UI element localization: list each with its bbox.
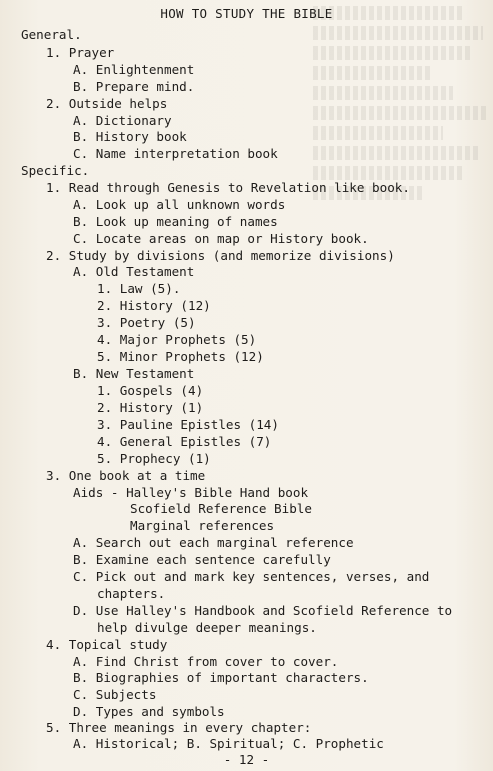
- subitem-examine-sentence: B. Examine each sentence carefully: [73, 552, 331, 567]
- nt-history: 2. History (1): [97, 400, 204, 415]
- show-through-text: [313, 0, 493, 771]
- aids-scofield: Scofield Reference Bible: [130, 501, 312, 516]
- page-number: - 12 -: [223, 752, 270, 767]
- subitem-biographies: B. Biographies of important characters.: [73, 670, 369, 685]
- page-title: HOW TO STUDY THE BIBLE: [160, 6, 333, 21]
- ot-law: 1. Law (5).: [97, 281, 181, 296]
- section-heading-general: General.: [21, 27, 82, 42]
- item-study-divisions: 2. Study by divisions (and memorize divisions): [46, 248, 395, 263]
- subitem-history-book: B. History book: [73, 129, 187, 144]
- item-read-through: 1. Read through Genesis to Revelation like book.: [46, 180, 410, 195]
- item-one-book: 3. One book at a time: [46, 468, 206, 483]
- subitem-find-christ: A. Find Christ from cover to cover.: [73, 654, 339, 669]
- subitem-dictionary: A. Dictionary: [73, 113, 172, 128]
- item-topical-study: 4. Topical study: [46, 637, 168, 652]
- nt-prophecy: 5. Prophecy (1): [97, 451, 211, 466]
- ot-poetry: 3. Poetry (5): [97, 315, 196, 330]
- ot-minor-prophets: 5. Minor Prophets (12): [97, 349, 264, 364]
- subitem-old-testament: A. Old Testament: [73, 264, 195, 279]
- subitem-types-symbols: D. Types and symbols: [73, 704, 225, 719]
- subitem-meaning-of-names: B. Look up meaning of names: [73, 214, 278, 229]
- subitem-unknown-words: A. Look up all unknown words: [73, 197, 286, 212]
- subitem-key-sentences: C. Pick out and mark key sentences, verses, and: [73, 569, 430, 584]
- subitem-enlightenment: A. Enlightenment: [73, 62, 195, 77]
- item-three-meanings: 5. Three meanings in every chapter:: [46, 720, 312, 735]
- subitem-subjects: C. Subjects: [73, 687, 157, 702]
- subitem-locate-areas: C. Locate areas on map or History book.: [73, 231, 369, 246]
- subitem-meanings-list: A. Historical; B. Spiritual; C. Prophetic: [73, 736, 384, 751]
- item-prayer: 1. Prayer: [46, 45, 115, 60]
- subitem-use-handbook: D. Use Halley's Handbook and Scofield Reference to: [73, 603, 453, 618]
- nt-general-epistles: 4. General Epistles (7): [97, 434, 272, 449]
- subitem-new-testament: B. New Testament: [73, 366, 195, 381]
- item-outside-helps: 2. Outside helps: [46, 96, 168, 111]
- nt-pauline-epistles: 3. Pauline Epistles (14): [97, 417, 279, 432]
- subitem-use-handbook-cont: help divulge deeper meanings.: [97, 620, 317, 635]
- ot-major-prophets: 4. Major Prophets (5): [97, 332, 257, 347]
- subitem-name-interpretation: C. Name interpretation book: [73, 146, 278, 161]
- subitem-prepare-mind: B. Prepare mind.: [73, 79, 195, 94]
- aids-marginal: Marginal references: [130, 518, 275, 533]
- aids-halley: Aids - Halley's Bible Hand book: [73, 485, 309, 500]
- section-heading-specific: Specific.: [21, 163, 90, 178]
- nt-gospels: 1. Gospels (4): [97, 383, 204, 398]
- subitem-marginal-reference: A. Search out each marginal reference: [73, 535, 354, 550]
- ot-history: 2. History (12): [97, 298, 211, 313]
- subitem-key-sentences-cont: chapters.: [97, 586, 166, 601]
